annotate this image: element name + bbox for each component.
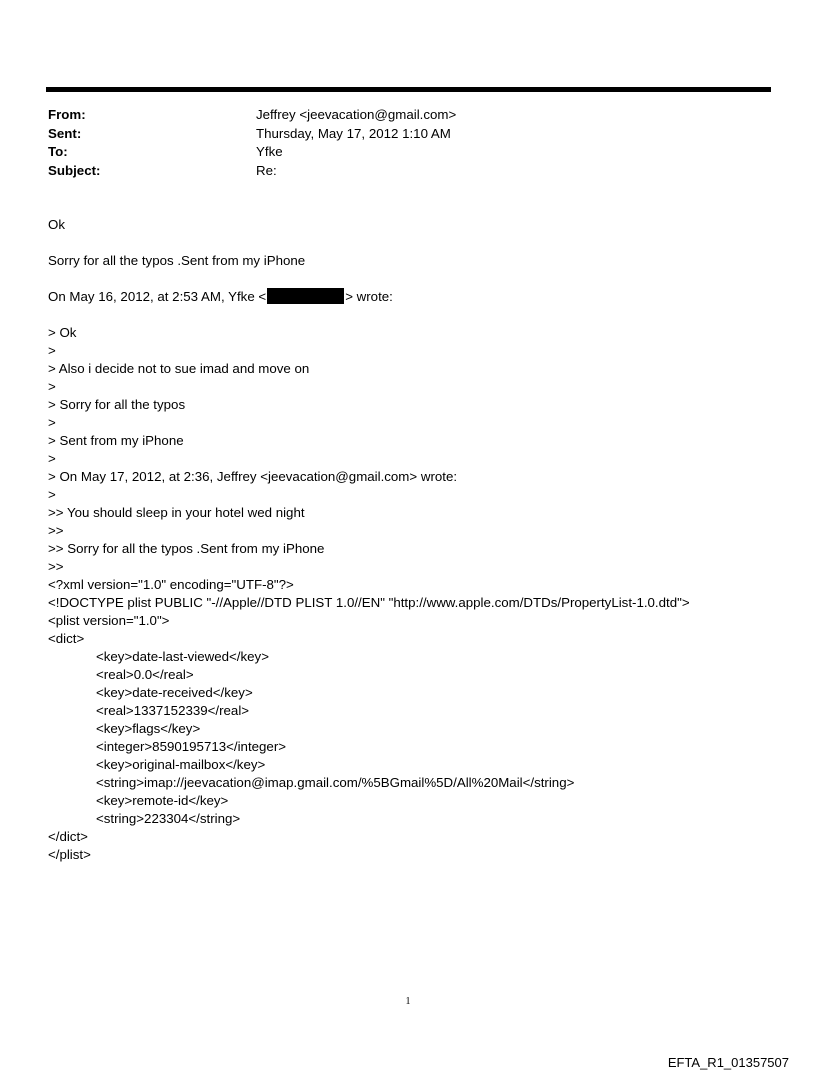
from-label: From: bbox=[48, 107, 86, 122]
quote-intro-prefix: On May 16, 2012, at 2:53 AM, Yfke < bbox=[48, 289, 267, 304]
subject-value: Re: bbox=[256, 162, 277, 178]
xml-dict-line: <real>0.0</real> bbox=[96, 667, 194, 682]
quoted-line: > Sent from my iPhone bbox=[48, 433, 184, 448]
xml-closing-line: </plist> bbox=[48, 847, 91, 862]
xml-dict-line: <integer>8590195713</integer> bbox=[96, 739, 287, 754]
from-row bbox=[48, 106, 748, 125]
quoted-line: > bbox=[48, 415, 56, 430]
quoted-line: > bbox=[48, 451, 56, 466]
quote-intro bbox=[48, 288, 778, 306]
quoted-line: >> You should sleep in your hotel wed night bbox=[48, 505, 305, 520]
from-value: Jeffrey <jeevacation@gmail.com> bbox=[256, 107, 457, 122]
header-divider bbox=[46, 87, 771, 92]
xml-dict-line: <string>223304</string> bbox=[96, 811, 241, 826]
to-value: Yfke bbox=[256, 144, 283, 159]
xml-line: <dict> bbox=[48, 631, 85, 646]
page-number: 1 bbox=[405, 996, 411, 1007]
xml-dict-line: <real>1337152339</real> bbox=[96, 703, 250, 718]
quote-intro-suffix: > wrote: bbox=[345, 289, 393, 304]
quoted-line: > bbox=[48, 379, 56, 394]
xml-dict-line: <key>remote-id</key> bbox=[96, 793, 229, 808]
subject-row bbox=[48, 162, 748, 181]
quoted-line: > On May 17, 2012, at 2:36, Jeffrey <jeevacation@gmail.com> wrote: bbox=[48, 469, 458, 484]
xml-line: <plist version="1.0"> bbox=[48, 613, 170, 628]
to-label: To: bbox=[48, 144, 68, 159]
sent-row bbox=[48, 125, 748, 144]
xml-dict-line: <key>flags</key> bbox=[96, 721, 201, 736]
quoted-line: > Ok bbox=[48, 325, 77, 340]
xml-dict-line: <string>imap://jeevacation@imap.gmail.com/%5BGmail%5D/All%20Mail</string> bbox=[96, 775, 575, 790]
xml-dict-line: <key>original-mailbox</key> bbox=[96, 757, 266, 772]
quoted-line: >> bbox=[48, 523, 64, 538]
email-header bbox=[48, 106, 748, 180]
body-line-sorry: Sorry for all the typos .Sent from my iPhone bbox=[48, 253, 306, 268]
quoted-line: >> bbox=[48, 559, 64, 574]
quoted-line: >> Sorry for all the typos .Sent from my iPhone bbox=[48, 541, 325, 556]
email-body bbox=[48, 216, 778, 864]
xml-closing-line: </dict> bbox=[48, 829, 88, 844]
quoted-line: > bbox=[48, 343, 56, 358]
bates-number: EFTA_R1_01357507 bbox=[667, 1055, 789, 1070]
quoted-line: > Also i decide not to sue imad and move on bbox=[48, 361, 310, 376]
xml-dict-line: <key>date-last-viewed</key> bbox=[96, 649, 269, 664]
redaction-block bbox=[267, 288, 344, 304]
xml-line: <!DOCTYPE plist PUBLIC "-//Apple//DTD PLIST 1.0//EN" "http://www.apple.com/DTDs/PropertyList-1.0.dtd"> bbox=[48, 595, 690, 610]
body-line-ok: Ok bbox=[48, 217, 65, 232]
quoted-line: > Sorry for all the typos bbox=[48, 397, 186, 412]
xml-dict-line: <key>date-received</key> bbox=[96, 685, 253, 700]
subject-label: Subject: bbox=[48, 162, 101, 178]
xml-line: <?xml version="1.0" encoding="UTF-8"?> bbox=[48, 577, 294, 592]
sent-value: Thursday, May 17, 2012 1:10 AM bbox=[256, 125, 451, 141]
quoted-line: > bbox=[48, 487, 56, 502]
sent-label: Sent: bbox=[48, 125, 82, 141]
to-row bbox=[48, 143, 748, 162]
